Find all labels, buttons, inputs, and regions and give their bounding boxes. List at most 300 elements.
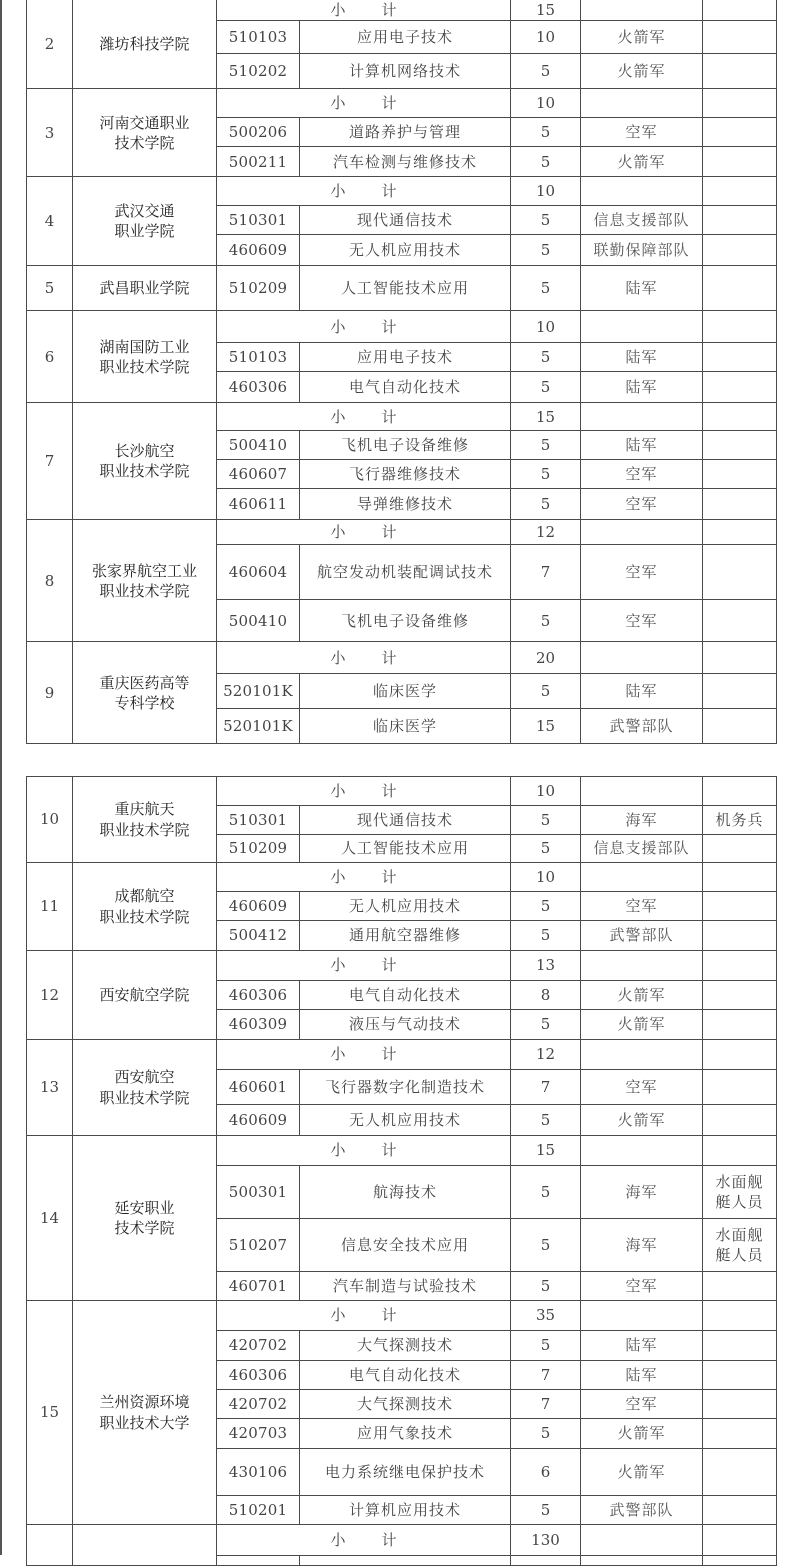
quota-quantity: 5 <box>511 118 581 147</box>
major-name: 现代通信技术 <box>300 206 511 235</box>
remark <box>703 1556 777 1566</box>
major-code: 500412 <box>217 921 300 951</box>
school-index: 12 <box>27 951 73 1040</box>
school-name: 西安航空 职业技术学院 <box>73 1040 217 1136</box>
major-name: 电力系统继电保护技术 <box>300 1449 511 1496</box>
school-index: 4 <box>27 177 73 266</box>
service-branch: 陆军 <box>581 674 703 709</box>
service-branch: 陆军 <box>581 372 703 403</box>
major-code <box>217 1556 300 1566</box>
quota-quantity: 5 <box>511 600 581 642</box>
remark <box>703 709 777 744</box>
subtotal-char-1: 小 <box>330 1530 346 1549</box>
subtotal-char-2: 计 <box>381 648 397 667</box>
major-name: 计算机网络技术 <box>300 54 511 89</box>
remark <box>703 835 777 863</box>
note-cell <box>703 0 777 21</box>
quota-quantity: 5 <box>511 921 581 951</box>
remark: 机务兵 <box>703 806 777 835</box>
subtotal-char-2: 计 <box>381 523 397 542</box>
school-name: 武汉交通 职业学院 <box>73 177 217 266</box>
major-name: 航海技术 <box>300 1166 511 1219</box>
major-code: 460604 <box>217 545 300 600</box>
school-name: 重庆医药高等 专科学校 <box>73 642 217 744</box>
remark: 水面舰 艇人员 <box>703 1166 777 1219</box>
major-code: 460607 <box>217 460 300 489</box>
quota-quantity: 5 <box>511 460 581 489</box>
remark <box>703 147 777 177</box>
subtotal-char-1: 小 <box>330 407 346 426</box>
quota-quantity: 15 <box>511 709 581 744</box>
major-name: 飞机电子设备维修 <box>300 431 511 460</box>
major-name: 电气自动化技术 <box>300 981 511 1010</box>
major-name: 航空发动机装配调试技术 <box>300 545 511 600</box>
major-name: 飞行器维修技术 <box>300 460 511 489</box>
note-cell <box>703 403 777 431</box>
quota-quantity: 5 <box>511 206 581 235</box>
school-index: 3 <box>27 89 73 177</box>
major-code: 460701 <box>217 1272 300 1301</box>
branch-cell <box>581 1136 703 1166</box>
major-name: 汽车检测与维修技术 <box>300 147 511 177</box>
school-name: 兰州资源环境 职业技术大学 <box>73 1301 217 1525</box>
service-branch <box>581 1556 703 1566</box>
subtotal-char-1: 小 <box>330 867 346 886</box>
subtotal-row <box>27 777 777 806</box>
remark <box>703 1419 777 1449</box>
branch-cell <box>581 177 703 206</box>
major-code: 510209 <box>217 835 300 863</box>
branch-cell <box>581 642 703 674</box>
subtotal-label <box>217 0 511 21</box>
school-index: 8 <box>27 520 73 642</box>
quota-quantity: 7 <box>511 1390 581 1419</box>
subtotal-quantity: 10 <box>511 863 581 892</box>
major-name: 现代通信技术 <box>300 806 511 835</box>
major-code: 500410 <box>217 600 300 642</box>
major-code: 460609 <box>217 1105 300 1136</box>
remark <box>703 206 777 235</box>
quota-quantity: 5 <box>511 1166 581 1219</box>
remark <box>703 54 777 89</box>
subtotal-char-2: 计 <box>381 781 397 800</box>
subtotal-label <box>217 520 511 545</box>
major-code: 420703 <box>217 1419 300 1449</box>
subtotal-row <box>27 642 777 674</box>
branch-cell <box>581 1301 703 1331</box>
subtotal-char-2: 计 <box>381 94 397 113</box>
remark <box>703 674 777 709</box>
note-cell <box>703 177 777 206</box>
remark <box>703 981 777 1010</box>
service-branch: 陆军 <box>581 1331 703 1361</box>
major-code: 520101K <box>217 674 300 709</box>
service-branch: 空军 <box>581 1272 703 1301</box>
quota-quantity: 5 <box>511 674 581 709</box>
branch-cell <box>581 89 703 118</box>
school-index: 13 <box>27 1040 73 1136</box>
subtotal-label <box>217 1040 511 1070</box>
page-left-edge <box>0 0 2 1555</box>
major-name: 信息安全技术应用 <box>300 1219 511 1272</box>
quota-quantity: 5 <box>511 1331 581 1361</box>
subtotal-char-1: 小 <box>330 94 346 113</box>
service-branch: 联勤保障部队 <box>581 235 703 266</box>
service-branch: 空军 <box>581 1070 703 1105</box>
school-name: 成都航空 职业技术学院 <box>73 863 217 951</box>
major-code: 510103 <box>217 21 300 54</box>
quota-quantity: 5 <box>511 54 581 89</box>
service-branch: 陆军 <box>581 1361 703 1390</box>
quota-quantity: 7 <box>511 1070 581 1105</box>
quota-quantity: 5 <box>511 489 581 520</box>
quota-quantity: 5 <box>511 1219 581 1272</box>
major-code: 500410 <box>217 431 300 460</box>
major-name: 无人机应用技术 <box>300 1105 511 1136</box>
remark <box>703 1496 777 1525</box>
service-branch: 陆军 <box>581 343 703 372</box>
major-name: 大气探测技术 <box>300 1331 511 1361</box>
subtotal-row <box>27 177 777 206</box>
school-name: 湖南国防工业 职业技术学院 <box>73 311 217 403</box>
school-index: 2 <box>27 0 73 89</box>
service-branch: 信息支援部队 <box>581 835 703 863</box>
school-name: 重庆航天 职业技术学院 <box>73 777 217 863</box>
branch-cell <box>581 863 703 892</box>
subtotal-char-1: 小 <box>330 781 346 800</box>
subtotal-char-1: 小 <box>330 1045 346 1064</box>
branch-cell <box>581 777 703 806</box>
quota-quantity: 5 <box>511 1419 581 1449</box>
service-branch: 武警部队 <box>581 1496 703 1525</box>
school-name: 武昌职业学院 <box>73 266 217 311</box>
remark <box>703 235 777 266</box>
remark <box>703 1331 777 1361</box>
service-branch: 火箭军 <box>581 21 703 54</box>
remark <box>703 1010 777 1040</box>
major-name: 导弹维修技术 <box>300 489 511 520</box>
quota-quantity: 8 <box>511 981 581 1010</box>
school-index: 15 <box>27 1301 73 1525</box>
service-branch: 空军 <box>581 460 703 489</box>
remark <box>703 1390 777 1419</box>
quota-quantity: 5 <box>511 892 581 921</box>
subtotal-quantity: 10 <box>511 777 581 806</box>
subtotal-row <box>27 311 777 343</box>
branch-cell <box>581 403 703 431</box>
remark <box>703 921 777 951</box>
remark <box>703 266 777 311</box>
major-code: 460601 <box>217 1070 300 1105</box>
quota-quantity: 5 <box>511 1010 581 1040</box>
remark <box>703 460 777 489</box>
subtotal-label <box>217 1525 511 1556</box>
subtotal-quantity: 13 <box>511 951 581 981</box>
subtotal-row <box>27 1040 777 1070</box>
school-index: 9 <box>27 642 73 744</box>
major-code: 460609 <box>217 235 300 266</box>
note-cell <box>703 863 777 892</box>
major-code: 460309 <box>217 1010 300 1040</box>
service-branch: 空军 <box>581 489 703 520</box>
subtotal-quantity: 12 <box>511 520 581 545</box>
quota-quantity: 6 <box>511 1449 581 1496</box>
subtotal-label <box>217 1136 511 1166</box>
note-cell <box>703 89 777 118</box>
service-branch: 火箭军 <box>581 1419 703 1449</box>
remark <box>703 1361 777 1390</box>
major-name: 应用电子技术 <box>300 343 511 372</box>
service-branch: 空军 <box>581 545 703 600</box>
subtotal-char-2: 计 <box>381 867 397 886</box>
major-name: 人工智能技术应用 <box>300 835 511 863</box>
major-code: 510209 <box>217 266 300 311</box>
subtotal-row <box>27 520 777 545</box>
service-branch: 火箭军 <box>581 54 703 89</box>
major-code: 460306 <box>217 372 300 403</box>
school-index <box>27 1525 73 1566</box>
school-name: 延安职业 技术学院 <box>73 1136 217 1301</box>
school-name <box>73 1525 217 1566</box>
subtotal-label <box>217 863 511 892</box>
major-code: 460306 <box>217 1361 300 1390</box>
subtotal-quantity: 15 <box>511 0 581 21</box>
table-row <box>27 266 777 311</box>
subtotal-char-2: 计 <box>381 956 397 975</box>
remark <box>703 1449 777 1496</box>
note-cell <box>703 520 777 545</box>
subtotal-char-1: 小 <box>330 182 346 201</box>
service-branch: 信息支援部队 <box>581 206 703 235</box>
subtotal-char-1: 小 <box>330 1141 346 1160</box>
subtotal-char-1: 小 <box>330 956 346 975</box>
subtotal-label <box>217 89 511 118</box>
subtotal-char-2: 计 <box>381 1045 397 1064</box>
note-cell <box>703 777 777 806</box>
quota-quantity: 5 <box>511 266 581 311</box>
major-name: 汽车制造与试验技术 <box>300 1272 511 1301</box>
major-name <box>300 1556 511 1566</box>
subtotal-char-1: 小 <box>330 1 346 19</box>
note-cell <box>703 1136 777 1166</box>
subtotal-quantity: 12 <box>511 1040 581 1070</box>
service-branch: 空军 <box>581 600 703 642</box>
major-code: 460306 <box>217 981 300 1010</box>
subtotal-label <box>217 403 511 431</box>
note-cell <box>703 1040 777 1070</box>
quota-quantity: 5 <box>511 235 581 266</box>
major-code: 520101K <box>217 709 300 744</box>
service-branch: 空军 <box>581 118 703 147</box>
subtotal-label <box>217 311 511 343</box>
subtotal-label <box>217 177 511 206</box>
remark <box>703 1105 777 1136</box>
service-branch: 武警部队 <box>581 709 703 744</box>
school-name: 西安航空学院 <box>73 951 217 1040</box>
quota-quantity: 5 <box>511 806 581 835</box>
major-code: 510301 <box>217 206 300 235</box>
major-code: 430106 <box>217 1449 300 1496</box>
major-code: 460611 <box>217 489 300 520</box>
quota-quantity: 5 <box>511 835 581 863</box>
quota-table-part-2 <box>26 776 777 1566</box>
branch-cell <box>581 1525 703 1556</box>
subtotal-label <box>217 1301 511 1331</box>
major-code: 420702 <box>217 1390 300 1419</box>
note-cell <box>703 1525 777 1556</box>
subtotal-char-1: 小 <box>330 648 346 667</box>
remark <box>703 489 777 520</box>
quota-quantity: 5 <box>511 147 581 177</box>
major-name: 应用气象技术 <box>300 1419 511 1449</box>
service-branch: 海军 <box>581 1166 703 1219</box>
service-branch: 海军 <box>581 1219 703 1272</box>
major-code: 500301 <box>217 1166 300 1219</box>
subtotal-char-1: 小 <box>330 523 346 542</box>
subtotal-row <box>27 951 777 981</box>
major-name: 临床医学 <box>300 674 511 709</box>
subtotal-char-2: 计 <box>381 1 397 19</box>
school-index: 6 <box>27 311 73 403</box>
major-name: 道路养护与管理 <box>300 118 511 147</box>
subtotal-quantity: 15 <box>511 403 581 431</box>
major-code: 510103 <box>217 343 300 372</box>
major-code: 420702 <box>217 1331 300 1361</box>
remark <box>703 372 777 403</box>
note-cell <box>703 1301 777 1331</box>
subtotal-label <box>217 777 511 806</box>
major-code: 510301 <box>217 806 300 835</box>
subtotal-row <box>27 863 777 892</box>
quota-quantity: 7 <box>511 545 581 600</box>
branch-cell <box>581 0 703 21</box>
remark <box>703 343 777 372</box>
school-index: 11 <box>27 863 73 951</box>
quota-table-part-1 <box>26 0 777 744</box>
subtotal-quantity: 10 <box>511 311 581 343</box>
remark <box>703 892 777 921</box>
subtotal-quantity: 20 <box>511 642 581 674</box>
subtotal-label <box>217 642 511 674</box>
service-branch: 武警部队 <box>581 921 703 951</box>
major-name: 人工智能技术应用 <box>300 266 511 311</box>
major-code: 510201 <box>217 1496 300 1525</box>
subtotal-char-1: 小 <box>330 1306 346 1325</box>
major-name: 飞行器数字化制造技术 <box>300 1070 511 1105</box>
school-index: 5 <box>27 266 73 311</box>
school-index: 10 <box>27 777 73 863</box>
major-code: 510202 <box>217 54 300 89</box>
school-name: 长沙航空 职业技术学院 <box>73 403 217 520</box>
service-branch: 空军 <box>581 1390 703 1419</box>
subtotal-char-2: 计 <box>381 407 397 426</box>
note-cell <box>703 951 777 981</box>
major-code: 500206 <box>217 118 300 147</box>
remark <box>703 21 777 54</box>
subtotal-row <box>27 0 777 21</box>
subtotal-char-2: 计 <box>381 1306 397 1325</box>
major-name: 计算机应用技术 <box>300 1496 511 1525</box>
quota-quantity: 5 <box>511 372 581 403</box>
major-name: 液压与气动技术 <box>300 1010 511 1040</box>
major-code: 460609 <box>217 892 300 921</box>
remark <box>703 1070 777 1105</box>
remark <box>703 600 777 642</box>
remark <box>703 1272 777 1301</box>
subtotal-quantity: 15 <box>511 1136 581 1166</box>
subtotal-quantity: 10 <box>511 177 581 206</box>
service-branch: 空军 <box>581 892 703 921</box>
school-index: 7 <box>27 403 73 520</box>
remark <box>703 431 777 460</box>
service-branch: 火箭军 <box>581 147 703 177</box>
remark <box>703 545 777 600</box>
subtotal-label <box>217 951 511 981</box>
subtotal-quantity: 130 <box>511 1525 581 1556</box>
major-name: 电气自动化技术 <box>300 1361 511 1390</box>
quota-quantity: 10 <box>511 21 581 54</box>
quota-quantity <box>511 1556 581 1566</box>
subtotal-row <box>27 1301 777 1331</box>
quota-quantity: 5 <box>511 431 581 460</box>
major-name: 飞机电子设备维修 <box>300 600 511 642</box>
school-name: 张家界航空工业 职业技术学院 <box>73 520 217 642</box>
branch-cell <box>581 311 703 343</box>
subtotal-quantity: 10 <box>511 89 581 118</box>
branch-cell <box>581 1040 703 1070</box>
note-cell <box>703 311 777 343</box>
service-branch: 火箭军 <box>581 1449 703 1496</box>
service-branch: 火箭军 <box>581 1010 703 1040</box>
service-branch: 陆军 <box>581 266 703 311</box>
major-name: 应用电子技术 <box>300 21 511 54</box>
service-branch: 陆军 <box>581 431 703 460</box>
subtotal-row <box>27 1136 777 1166</box>
quota-quantity: 5 <box>511 343 581 372</box>
subtotal-char-2: 计 <box>381 1141 397 1160</box>
remark <box>703 118 777 147</box>
subtotal-char-2: 计 <box>381 317 397 336</box>
subtotal-row <box>27 89 777 118</box>
subtotal-char-2: 计 <box>381 182 397 201</box>
branch-cell <box>581 951 703 981</box>
quota-quantity: 7 <box>511 1361 581 1390</box>
subtotal-char-2: 计 <box>381 1530 397 1549</box>
major-name: 临床医学 <box>300 709 511 744</box>
major-code: 500211 <box>217 147 300 177</box>
subtotal-row <box>27 1525 777 1556</box>
major-name: 无人机应用技术 <box>300 235 511 266</box>
major-code: 510207 <box>217 1219 300 1272</box>
quota-quantity: 5 <box>511 1105 581 1136</box>
service-branch: 火箭军 <box>581 981 703 1010</box>
subtotal-quantity: 35 <box>511 1301 581 1331</box>
note-cell <box>703 642 777 674</box>
major-name: 大气探测技术 <box>300 1390 511 1419</box>
school-name: 潍坊科技学院 <box>73 0 217 89</box>
quota-quantity: 5 <box>511 1496 581 1525</box>
remark: 水面舰 艇人员 <box>703 1219 777 1272</box>
major-name: 电气自动化技术 <box>300 372 511 403</box>
quota-quantity: 5 <box>511 1272 581 1301</box>
major-name: 无人机应用技术 <box>300 892 511 921</box>
service-branch: 海军 <box>581 806 703 835</box>
school-index: 14 <box>27 1136 73 1301</box>
subtotal-row <box>27 403 777 431</box>
branch-cell <box>581 520 703 545</box>
subtotal-char-1: 小 <box>330 317 346 336</box>
major-name: 通用航空器维修 <box>300 921 511 951</box>
